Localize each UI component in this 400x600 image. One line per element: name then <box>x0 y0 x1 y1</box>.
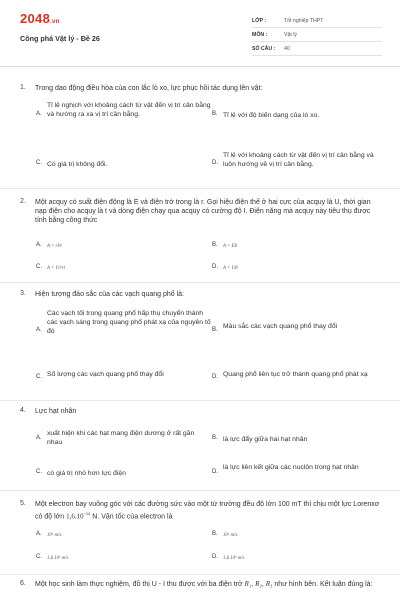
option-b[interactable]: B. 10⁶ m/s <box>212 531 238 538</box>
option-a[interactable]: A. 10⁹ m/s <box>36 531 62 538</box>
option-c[interactable]: C. Số lượng các vạch quang phổ thay đổi <box>36 371 164 380</box>
option-c[interactable]: C. Có giá trị không đổi. <box>36 160 108 168</box>
option-b[interactable]: B. A = EIt <box>212 242 238 249</box>
option-a[interactable]: A. xuất hiện khi các hạt mang điện dương ở rất gần nhau <box>36 430 195 446</box>
header-divider <box>0 66 400 67</box>
exam-header: 2048.vn Công phá Vật lý - Đề 26 LỚP : Tốt nghiệp THPT MÔN : Vật lý SỐ CÂU : 40 <box>0 0 400 66</box>
option-d[interactable]: D. là lực liên kết giữa các nuclôn trong hạt nhân <box>212 464 359 475</box>
question-6: 6. Một học sinh làm thực nghiệm, đồ thị U - I thu được với ba điện trở R₁, R₂, R₃ như hình bên. Kết luận đúng là: <box>20 580 373 588</box>
question-3: 3. Hiện tượng đảo sắc của các vạch quang phổ là: A. Các vạch tối trong quang phổ hấp thụ chuyển thành các vạch sáng trong quang phổ phát xạ của nguyên tố đó B. Màu sắc các vạch quang phổ thay đổi C. Số lượng các vạch quang phổ thay đổi D. Quang phổ liên tục trở thành quang phổ phát xạ <box>20 290 382 396</box>
question-divider <box>0 490 400 491</box>
option-a[interactable]: A. Các vạch tối trong quang phổ hấp thụ chuyển thành các vạch sáng trong quang phổ phát xạ của nguyên tố đó <box>36 310 211 335</box>
option-d[interactable]: D. Tỉ lệ với khoảng cách từ vật đến vị trí cân bằng và luôn hướng về vị trí cân bằng. <box>212 152 374 168</box>
option-b[interactable]: B. là lực đẩy giữa hai hạt nhân <box>212 435 308 443</box>
option-a[interactable]: A. A = rI²t <box>36 242 62 249</box>
option-c[interactable]: C. có giá trị nhỏ hơn lực điện <box>36 469 126 477</box>
question-5: 5. Một electron bay vuông góc với các đường sức vào một từ trường đều độ lớn 100 mT thì chịu một lực Lorenxơ có độ lớn $1,6.10^{-14}$ N. Vận tốc của electron là A. 10⁹ m/s B. 10⁶ m/s C. 1,6.10⁶ m/s D. 1,6.10⁹ m/s <box>20 500 382 570</box>
option-c[interactable]: C. A = U²/rt <box>36 264 65 271</box>
option-a[interactable]: A. Tỉ lệ nghịch với khoảng cách từ vật đến vị trí cân bằng và hướng ra xa vị trí cân bằng. <box>36 102 211 118</box>
question-2: 2. Một acquy có suất điện động là E và điện trở trong là r. Gọi hiệu điện thế ở hai cực của acquy là U, thời gian nạp điện cho acquy là t và dòng điện chạy qua acquy có cường độ I. Điện năng mà acquy này tiêu thụ được tính bằng công thức A. A = rI²t B. A = EIt C. A = U²/rt D. A = UIt <box>20 198 382 278</box>
option-d[interactable]: D. A = UIt <box>212 264 238 271</box>
question-divider <box>0 282 400 283</box>
option-c[interactable]: C. 1,6.10⁶ m/s <box>36 554 69 561</box>
question-divider <box>0 400 400 401</box>
question-divider <box>0 188 400 189</box>
exam-title: Công phá Vật lý - Đề 26 <box>20 34 100 43</box>
option-b[interactable]: B. Tỉ lệ với độ biến dạng của lò xo. <box>212 111 320 119</box>
option-d[interactable]: D. Quang phổ liên tục trở thành quang phổ phát xạ <box>212 371 368 380</box>
question-4: 4. Lực hạt nhân A. xuất hiện khi các hạt mang điện dương ở rất gần nhau B. là lực đẩy giữa hai hạt nhân C. có giá trị nhỏ hơn lực điện D. là lực liên kết giữa các nuclôn trong hạt nhân <box>20 407 382 487</box>
option-d[interactable]: D. 1,6.10⁹ m/s <box>212 554 245 561</box>
question-1: 1. Trong dao động điều hòa của con lắc lò xo, lực phục hồi tác dụng lên vật: A. Tỉ lệ nghịch với khoảng cách từ vật đến vị trí cân bằng và hướng ra xa vị trí cân bằng. B. Tỉ lệ với độ biến dạng của lò xo. C. Có giá trị không đổi. D. Tỉ lệ với khoảng cách từ vật đến vị trí cân bằng và luôn hướng về vị trí cân bằng. <box>20 84 382 188</box>
site-logo[interactable]: 2048.vn <box>20 11 60 26</box>
question-divider <box>0 574 400 575</box>
option-b[interactable]: B. Màu sắc các vạch quang phổ thay đổi <box>212 323 338 333</box>
